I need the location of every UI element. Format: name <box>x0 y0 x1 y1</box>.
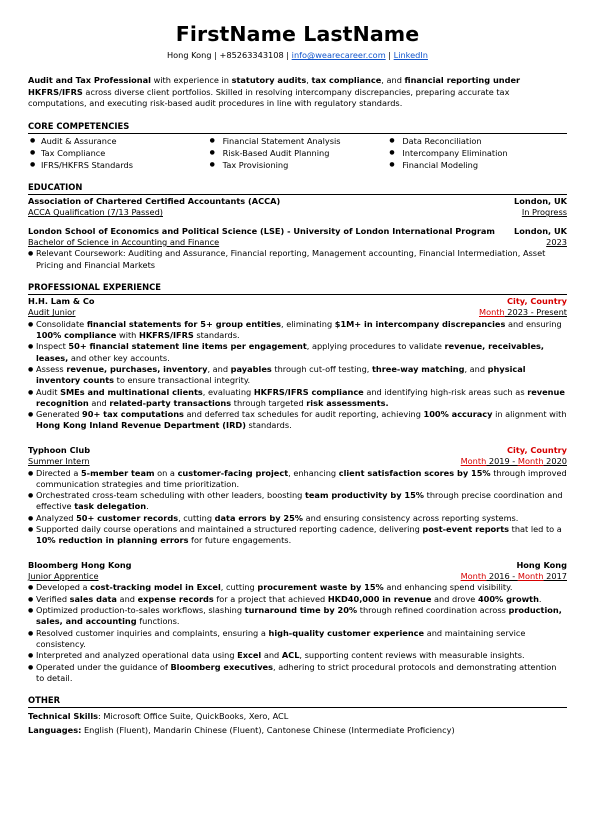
bold-text: risk assessments. <box>306 397 389 408</box>
bold-text: customer-facing project <box>177 467 289 478</box>
bold-text: 90+ tax computations <box>82 409 184 420</box>
other-list <box>28 710 567 736</box>
text: Consolidate <box>36 318 87 329</box>
text: to ensure transactional integrity. <box>114 375 251 386</box>
experience-list <box>28 296 567 684</box>
coursework-list <box>28 248 567 271</box>
list-item <box>28 662 567 685</box>
competency-label: Audit & Assurance <box>41 135 117 146</box>
company-name: Typhoon Club <box>28 444 91 455</box>
email-link[interactable]: info@wearecareer.com <box>291 50 386 60</box>
competency-item <box>208 135 388 147</box>
text: , cutting <box>178 512 215 523</box>
bold-text: client satisfaction scores by 15% <box>338 467 491 478</box>
competency-label: Financial Modeling <box>402 159 479 170</box>
section-title-experience: PROFESSIONAL EXPERIENCE <box>28 282 567 295</box>
text: Resolved customer inquiries and complaints, ensuring a <box>36 627 269 638</box>
text: , supporting content reviews with measurable insights. <box>299 650 525 661</box>
bullet-icon: ● <box>209 136 215 144</box>
bold-text: tax compliance <box>311 75 382 85</box>
text: and <box>88 397 110 408</box>
school-name: London School of Economics and Political Science (LSE) - University of London International Program <box>28 225 495 236</box>
bold-text: revenue, receivables, leases, <box>36 341 545 363</box>
date-text: 2020 <box>543 456 567 467</box>
text: and ensuring <box>505 318 562 329</box>
education-details <box>28 207 567 218</box>
text: . <box>538 593 542 604</box>
competency-item <box>28 159 208 171</box>
bullet-icon: ● <box>389 160 395 168</box>
text: Audit <box>36 386 61 397</box>
text: on a <box>154 467 178 478</box>
list-item <box>28 628 567 651</box>
degree-name: Bachelor of Science in Accounting and Finance <box>28 237 220 247</box>
education-entry <box>28 226 567 271</box>
school-location: London, UK <box>514 195 567 206</box>
text: through cut-off testing, <box>271 364 372 374</box>
section-title-core-competencies: CORE COMPETENCIES <box>28 121 567 134</box>
text: through refined coordination across <box>357 605 509 616</box>
text: , <box>306 75 312 85</box>
school-location: London, UK <box>514 225 567 236</box>
school-name: Association of Chartered Certified Accountants (ACCA) <box>28 195 281 206</box>
separator: | <box>214 50 217 60</box>
job-location: City, Country <box>507 296 567 306</box>
text: for a project that achieved <box>213 593 328 604</box>
other-line <box>28 724 567 736</box>
date-placeholder: Month <box>517 456 544 467</box>
competency-label: Tax Compliance <box>41 147 106 158</box>
bold-text: 5-member team <box>80 467 155 478</box>
text: , and <box>207 364 231 374</box>
date-text: 2017 <box>543 571 567 582</box>
bold-text: turnaround time by 20% <box>244 605 358 616</box>
text: Generated <box>36 409 83 420</box>
bold-text: revenue recognition <box>36 386 565 408</box>
bold-text: 50+ customer records <box>76 512 179 523</box>
bold-text: ACL <box>281 650 300 661</box>
list-item <box>28 524 567 547</box>
competency-label: Tax Provisioning <box>222 159 289 170</box>
competencies-grid <box>28 135 567 171</box>
text: Directed a <box>36 467 81 478</box>
bold-text: HKFRS/IFRS compliance <box>253 386 364 397</box>
text: . <box>146 501 149 512</box>
bold-text: expense records <box>137 593 214 604</box>
bold-text: $1M+ in intercompany discrepancies <box>334 318 506 329</box>
text: through targeted <box>231 397 307 408</box>
job-details <box>28 307 567 318</box>
text: Supported daily course operations and maintained a structured reporting cadence, delivering <box>36 524 423 535</box>
bullet-icon: ● <box>30 160 36 168</box>
competency-item <box>387 135 567 147</box>
professional-summary <box>28 75 567 110</box>
date-text: 2023 - Present <box>504 307 567 318</box>
competency-item <box>28 147 208 159</box>
bold-text: Audit and Tax Professional <box>28 75 151 85</box>
list-item <box>28 248 567 271</box>
competency-item <box>208 147 388 159</box>
candidate-name: FirstName LastName <box>175 22 420 46</box>
education-header <box>28 226 567 237</box>
bullet-icon: ● <box>30 148 36 156</box>
bold-text: Excel <box>237 650 262 661</box>
bullet-icon: ● <box>30 136 36 144</box>
competency-item <box>208 159 388 171</box>
section-title-other: OTHER <box>28 695 567 708</box>
text: in alignment with <box>492 409 567 420</box>
bold-text: revenue, purchases, inventory <box>66 364 208 374</box>
bold-text: team productivity by 15% <box>304 490 425 501</box>
bold-text: 10% reduction in planning errors <box>36 535 189 546</box>
education-list <box>28 196 567 271</box>
bullet-icon: ● <box>389 136 395 144</box>
list-item <box>28 387 567 410</box>
other-label: Languages: <box>28 725 82 736</box>
degree-date: 2023 <box>546 237 567 247</box>
company-name: Bloomberg Hong Kong <box>28 559 132 570</box>
text: standards. <box>193 330 240 341</box>
text: Interpreted and analyzed operational data using <box>36 650 238 661</box>
bullet-icon: ● <box>209 160 215 168</box>
text: functions. <box>136 616 180 627</box>
text: and <box>261 650 282 661</box>
text: and maintaining service consistency. <box>36 627 526 649</box>
text: Orchestrated cross-team scheduling with other leaders, boosting <box>36 490 305 501</box>
bold-text: statutory audits <box>231 75 307 85</box>
text: , adhering to strict procedural protocols and demonstrating attention to detail. <box>36 661 557 683</box>
other-value: English (Fluent), Mandarin Chinese (Fluent), Cantonese Chinese (Intermediate Proficiency) <box>81 725 455 736</box>
competency-label: Data Reconciliation <box>402 135 482 146</box>
competency-label: IFRS/HKFRS Standards <box>41 159 134 170</box>
job-title: Junior Apprentice <box>28 571 99 582</box>
text: standards. <box>245 420 292 431</box>
text: and identifying high-risk areas such as <box>363 386 528 397</box>
list-item <box>28 319 567 342</box>
text: and other key accounts. <box>68 352 170 363</box>
bold-text: data errors by 25% <box>214 512 304 523</box>
linkedin-link[interactable]: LinkedIn <box>393 50 428 60</box>
list-item <box>28 490 567 513</box>
job-entry <box>28 445 567 547</box>
text: with experience in <box>150 75 232 85</box>
bold-text: production, sales, and accounting <box>36 605 562 627</box>
bold-text: financial statements for 5+ group entities <box>86 318 282 329</box>
text: that led to a <box>509 524 562 535</box>
education-details <box>28 237 567 248</box>
competency-label: Financial Statement Analysis <box>222 135 341 146</box>
bold-text: related-party transactions <box>109 397 232 408</box>
bold-text: financial reporting under HKFRS/IFRS <box>28 75 521 97</box>
text: through improved communication strategies and time prioritization. <box>36 467 567 489</box>
list-item <box>28 582 567 593</box>
job-header <box>28 445 567 456</box>
text: with <box>116 330 139 341</box>
bold-text: sales data <box>69 593 117 604</box>
education-entry <box>28 196 567 219</box>
date-placeholder: Month <box>479 307 505 318</box>
contact-line <box>28 49 567 61</box>
bold-text: Bloomberg executives <box>170 661 273 672</box>
bold-text: 100% compliance <box>36 330 117 341</box>
bold-text: HKD40,000 in revenue <box>327 593 432 604</box>
other-line <box>28 710 567 722</box>
text: , and <box>381 75 405 85</box>
text: Inspect <box>36 341 69 352</box>
location-text: Hong Kong <box>167 50 212 60</box>
job-location: Hong Kong <box>516 559 567 570</box>
achievement-list <box>28 468 567 547</box>
bold-text: three-way matching <box>371 364 465 374</box>
list-item <box>28 409 567 432</box>
text: and deferred tax schedules for audit reporting, achieving <box>183 409 424 420</box>
text: and enhancing spend visibility. <box>383 582 513 593</box>
competency-label: Intercompany Elimination <box>402 147 508 158</box>
date-placeholder: Month <box>517 571 544 582</box>
text: , enhancing <box>288 467 339 478</box>
text: and ensuring consistency across reporting systems. <box>303 512 519 523</box>
job-details <box>28 571 567 582</box>
bold-text: procurement waste by 15% <box>257 582 384 593</box>
competency-item <box>387 147 567 159</box>
text: , cutting <box>220 582 258 593</box>
text: Verified <box>36 593 70 604</box>
bullet-icon: ● <box>389 148 395 156</box>
bold-text: task delegation <box>74 501 147 512</box>
list-item <box>28 650 567 661</box>
date-text: 2019 - <box>486 456 518 467</box>
company-name: H.H. Lam & Co <box>28 296 95 306</box>
text: Developed a <box>36 582 91 593</box>
list-item <box>28 513 567 524</box>
competency-label: Risk-Based Audit Planning <box>222 147 330 158</box>
text: , eliminating <box>281 318 335 329</box>
bold-text: Hong Kong Inland Revenue Department (IRD) <box>36 420 246 431</box>
achievement-list <box>28 319 567 432</box>
text: across diverse client portfolios. Skilled in resolving intercompany discrepancies, preparing accurate tax computations, and executing risk-based audit procedures in line with regulatory standards. <box>28 86 510 109</box>
list-item <box>28 605 567 628</box>
date-placeholder: Month <box>460 571 487 582</box>
text: Analyzed <box>36 512 77 523</box>
job-header <box>28 560 567 571</box>
text: Assess <box>36 364 67 374</box>
text: and drove <box>431 593 478 604</box>
bold-text: 50+ financial statement line items per engagement <box>68 341 307 352</box>
competency-column <box>208 135 388 171</box>
competency-column <box>28 135 208 171</box>
text: , and <box>464 364 488 374</box>
job-dates <box>461 571 567 582</box>
text: through precise coordination and effective <box>36 490 563 512</box>
bold-text: post-event reports <box>422 524 509 535</box>
competency-item <box>28 135 208 147</box>
separator: | <box>388 50 392 60</box>
job-dates <box>461 456 567 467</box>
job-title: Summer Intern <box>28 456 90 467</box>
bold-text: high-quality customer experience <box>268 627 425 638</box>
job-details <box>28 456 567 467</box>
competency-item <box>387 159 567 171</box>
other-label: Technical Skills <box>28 711 99 722</box>
achievement-list <box>28 582 567 684</box>
education-header <box>28 196 567 207</box>
text: Relevant Coursework: Auditing and Assurance, Financial reporting, Management accounting, Financial Intermediation, Asset Pricing and Financial Markets <box>36 248 546 270</box>
separator: | <box>286 50 290 60</box>
bold-text: cost-tracking model in Excel <box>90 582 221 593</box>
list-item <box>28 341 567 364</box>
text: for future engagements. <box>188 535 292 546</box>
text: and <box>116 593 138 604</box>
degree-date: In Progress <box>521 207 567 218</box>
phone-text: +85263343108 <box>219 50 284 60</box>
list-item <box>28 364 567 387</box>
list-item <box>28 594 567 605</box>
other-value: Microsoft Office Suite, QuickBooks, Xero, ACL <box>100 711 289 722</box>
degree-name: ACCA Qualification (7/13 Passed) <box>28 207 163 218</box>
list-item <box>28 468 567 491</box>
text: Operated under the guidance of <box>36 661 171 672</box>
job-header <box>28 296 567 307</box>
bold-text: physical inventory counts <box>36 364 526 386</box>
job-location: City, Country <box>507 444 567 455</box>
date-placeholder: Month <box>460 456 487 467</box>
competency-column <box>387 135 567 171</box>
job-entry <box>28 560 567 684</box>
job-entry <box>28 296 567 432</box>
text: , applying procedures to validate <box>306 341 445 352</box>
text: Optimized production-to-sales workflows, slashing <box>36 605 245 616</box>
job-dates <box>479 307 567 318</box>
bold-text: 100% accuracy <box>423 409 493 420</box>
other-separator: : <box>98 711 101 722</box>
bullet-icon: ● <box>209 148 215 156</box>
job-title: Audit Junior <box>28 307 76 318</box>
bold-text: 400% growth <box>477 593 539 604</box>
bold-text: HKFRS/IFRS <box>138 330 194 341</box>
bold-text: payables <box>230 364 272 374</box>
bold-text: SMEs and multinational clients <box>60 386 203 397</box>
date-text: 2016 - <box>486 571 518 582</box>
section-title-education: EDUCATION <box>28 182 567 195</box>
text: , evaluating <box>202 386 254 397</box>
